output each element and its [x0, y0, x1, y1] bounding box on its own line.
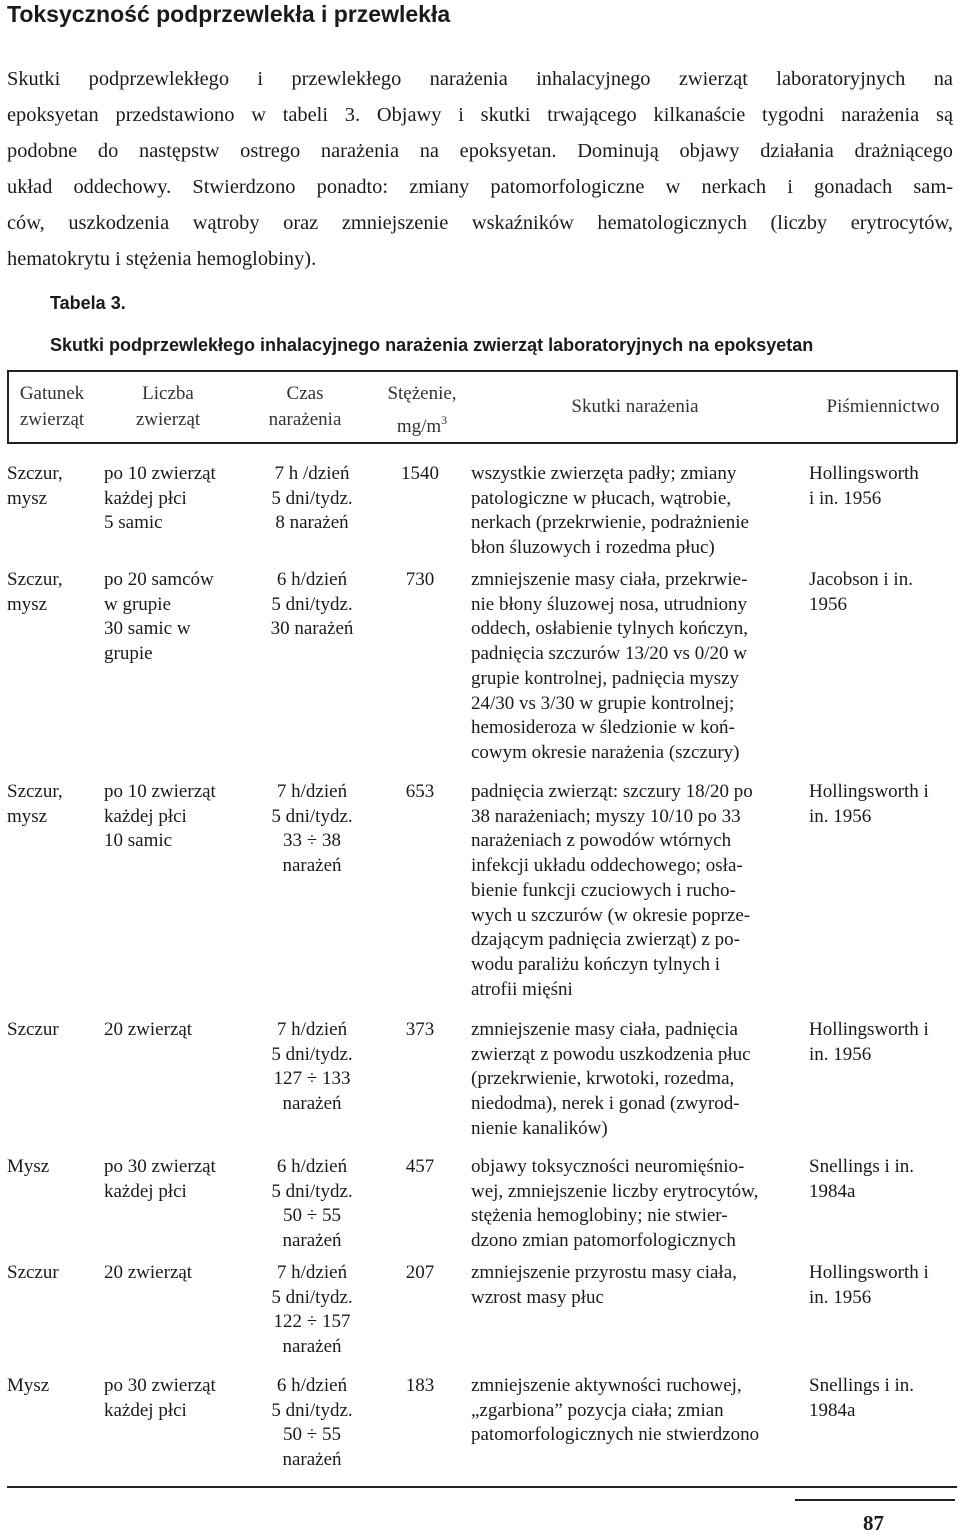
row4-species: Szczur — [7, 1019, 59, 1040]
row2-time: 6 h/dzień 5 dni/tydz. 30 narażeń — [270, 569, 354, 640]
paragraph-line: hematokrytu i stężenia hemoglobiny). — [7, 248, 317, 270]
row4-concentration: 373 — [405, 1019, 435, 1040]
table-caption: Skutki podprzewlekłego inhalacyjnego narażenia zwierząt laboratoryjnych na epoksyetan — [50, 335, 814, 355]
row4-count: 20 zwierząt — [104, 1019, 193, 1040]
row3-count: po 10 zwierząt każdej płci 10 samic — [104, 781, 216, 852]
header-references: Piśmiennictwo — [826, 396, 940, 417]
row7-effects: zmniejszenie aktywności ruchowej, „zgarbiona” pozycja ciała; zmian patomorfologicznych nie stwierdzono — [471, 1375, 760, 1446]
row1-effects: wszystkie zwierzęta padły; zmiany patologiczne w płucach, wątrobie, nerkach (przekrwienie, podrażnienie błon śluzowych i rozedma płuc) — [471, 463, 749, 559]
row2-count: po 20 samców w grupie 30 samic w grupie — [104, 569, 214, 665]
row3-references: Hollingsworth i in. 1956 — [809, 781, 929, 827]
row1-references: Hollingsworth i in. 1956 — [809, 463, 919, 509]
paragraph-line: ców, uszkodzenia wątroby oraz zmniejszenie wskaźników hematologicznych (liczby erytrocytów, — [7, 212, 953, 234]
paragraph-line: epoksyetan przedstawiono w tabeli 3. Objawy i skutki trwającego kilkanaście tygodni narażenia są — [7, 104, 953, 126]
header-species: Gatunek zwierząt — [19, 383, 85, 430]
header-count: Liczba zwierząt — [135, 383, 201, 430]
header-effects: Skutki narażenia — [571, 396, 699, 417]
row4-time: 7 h/dzień 5 dni/tydz. 127 ÷ 133 narażeń — [271, 1019, 353, 1115]
row7-species: Mysz — [7, 1375, 50, 1396]
paragraph-line: podobne do następstw ostrego narażenia na epoksyetan. Dominują objawy działania drażniącego — [7, 140, 953, 162]
header-time: Czas narażenia — [268, 383, 342, 430]
row7-references: Snellings i in. 1984a — [809, 1375, 915, 1421]
row6-count: 20 zwierząt — [104, 1262, 193, 1283]
row5-concentration: 457 — [405, 1156, 435, 1177]
row3-time: 7 h/dzień 5 dni/tydz. 33 ÷ 38 narażeń — [271, 781, 353, 877]
header-concentration: Stężenie, $mg/m^3$ — [387, 383, 457, 437]
row6-species: Szczur — [7, 1262, 59, 1283]
row2-references: Jacobson i in. 1956 — [809, 569, 913, 615]
row6-effects: zmniejszenie przyrostu masy ciała, wzrost masy płuc — [471, 1262, 737, 1308]
row7-time: 6 h/dzień 5 dni/tydz. 50 ÷ 55 narażeń — [271, 1375, 353, 1471]
page-number-rule — [795, 1499, 955, 1501]
row1-time: 7 h /dzień 5 dni/tydz. 8 narażeń — [271, 463, 353, 534]
row2-effects: zmniejszenie masy ciała, przekrwie- nie błony śluzowej nosa, utrudniony oddech, osłabienie tylnych kończyn, padnięcia szczurów 13/20 vs 0/20 w grupie kontrolnej, padnięcia myszy 24/30 vs 3/30 w grupie kontrolnej; hemosideroza w śledzionie w koń- cowym okresie narażenia (szczury) — [471, 569, 749, 763]
page-number: 87 — [863, 1511, 884, 1535]
row3-concentration: 653 — [405, 781, 435, 802]
row3-species: Szczur, mysz — [7, 781, 63, 827]
row4-references: Hollingsworth i in. 1956 — [809, 1019, 929, 1065]
row1-count: po 10 zwierząt każdej płci 5 samic — [104, 463, 216, 534]
row2-concentration: 730 — [405, 569, 435, 590]
row5-effects: objawy toksyczności neuromięśnio- wej, zmniejszenie liczby erytrocytów, stężenia hemoglobiny; nie stwier- dzono zmian patomorfologicznych — [471, 1156, 759, 1252]
row6-time: 7 h/dzień 5 dni/tydz. 122 ÷ 157 narażeń — [271, 1262, 353, 1358]
row2-species: Szczur, mysz — [7, 569, 63, 615]
row1-concentration: 1540 — [401, 463, 439, 484]
row5-references: Snellings i in. 1984a — [809, 1156, 915, 1202]
paragraph-line: układ oddechowy. Stwierdzono ponadto: zmiany patomorfologiczne w nerkach i gonadach sam- — [7, 176, 953, 198]
row4-effects: zmniejszenie masy ciała, padnięcia zwierząt z powodu uszkodzenia płuc (przekrwienie, krwotoki, rozedma, niedodma), nerek i gonad (zwyrod- nienie kanalików) — [471, 1019, 751, 1139]
row5-species: Mysz — [7, 1156, 50, 1177]
paragraph-line: Skutki podprzewlekłego i przewlekłego narażenia inhalacyjnego zwierząt laboratoryjnych na — [7, 68, 953, 90]
row7-concentration: 183 — [405, 1375, 435, 1396]
row6-references: Hollingsworth i in. 1956 — [809, 1262, 929, 1308]
table-top-rule — [7, 370, 957, 372]
row7-count: po 30 zwierząt każdej płci — [104, 1375, 216, 1421]
row3-effects: padnięcia zwierząt: szczury 18/20 po 38 narażeniach; myszy 10/10 po 33 narażeniach z powodów wtórnych infekcji układu oddechowego; osła- bienie funkcji czuciowych i rucho- wych u szczurów (w okresie poprze- dzającym padnięcia zwierząt) z po- wodu paraliżu kończyn tylnych i atrofii mięśni — [471, 781, 753, 1000]
table-bottom-rule — [7, 1486, 957, 1488]
intro-paragraph — [7, 61, 953, 277]
row1-species: Szczur, mysz — [7, 463, 63, 509]
table-label: Tabela 3. — [50, 293, 126, 313]
section-title: Toksyczność podprzewlekła i przewlekła — [7, 1, 451, 27]
table-header-rule — [7, 442, 957, 444]
row5-count: po 30 zwierząt każdej płci — [104, 1156, 216, 1202]
row6-concentration: 207 — [405, 1262, 435, 1283]
row5-time: 6 h/dzień 5 dni/tydz. 50 ÷ 55 narażeń — [271, 1156, 353, 1252]
